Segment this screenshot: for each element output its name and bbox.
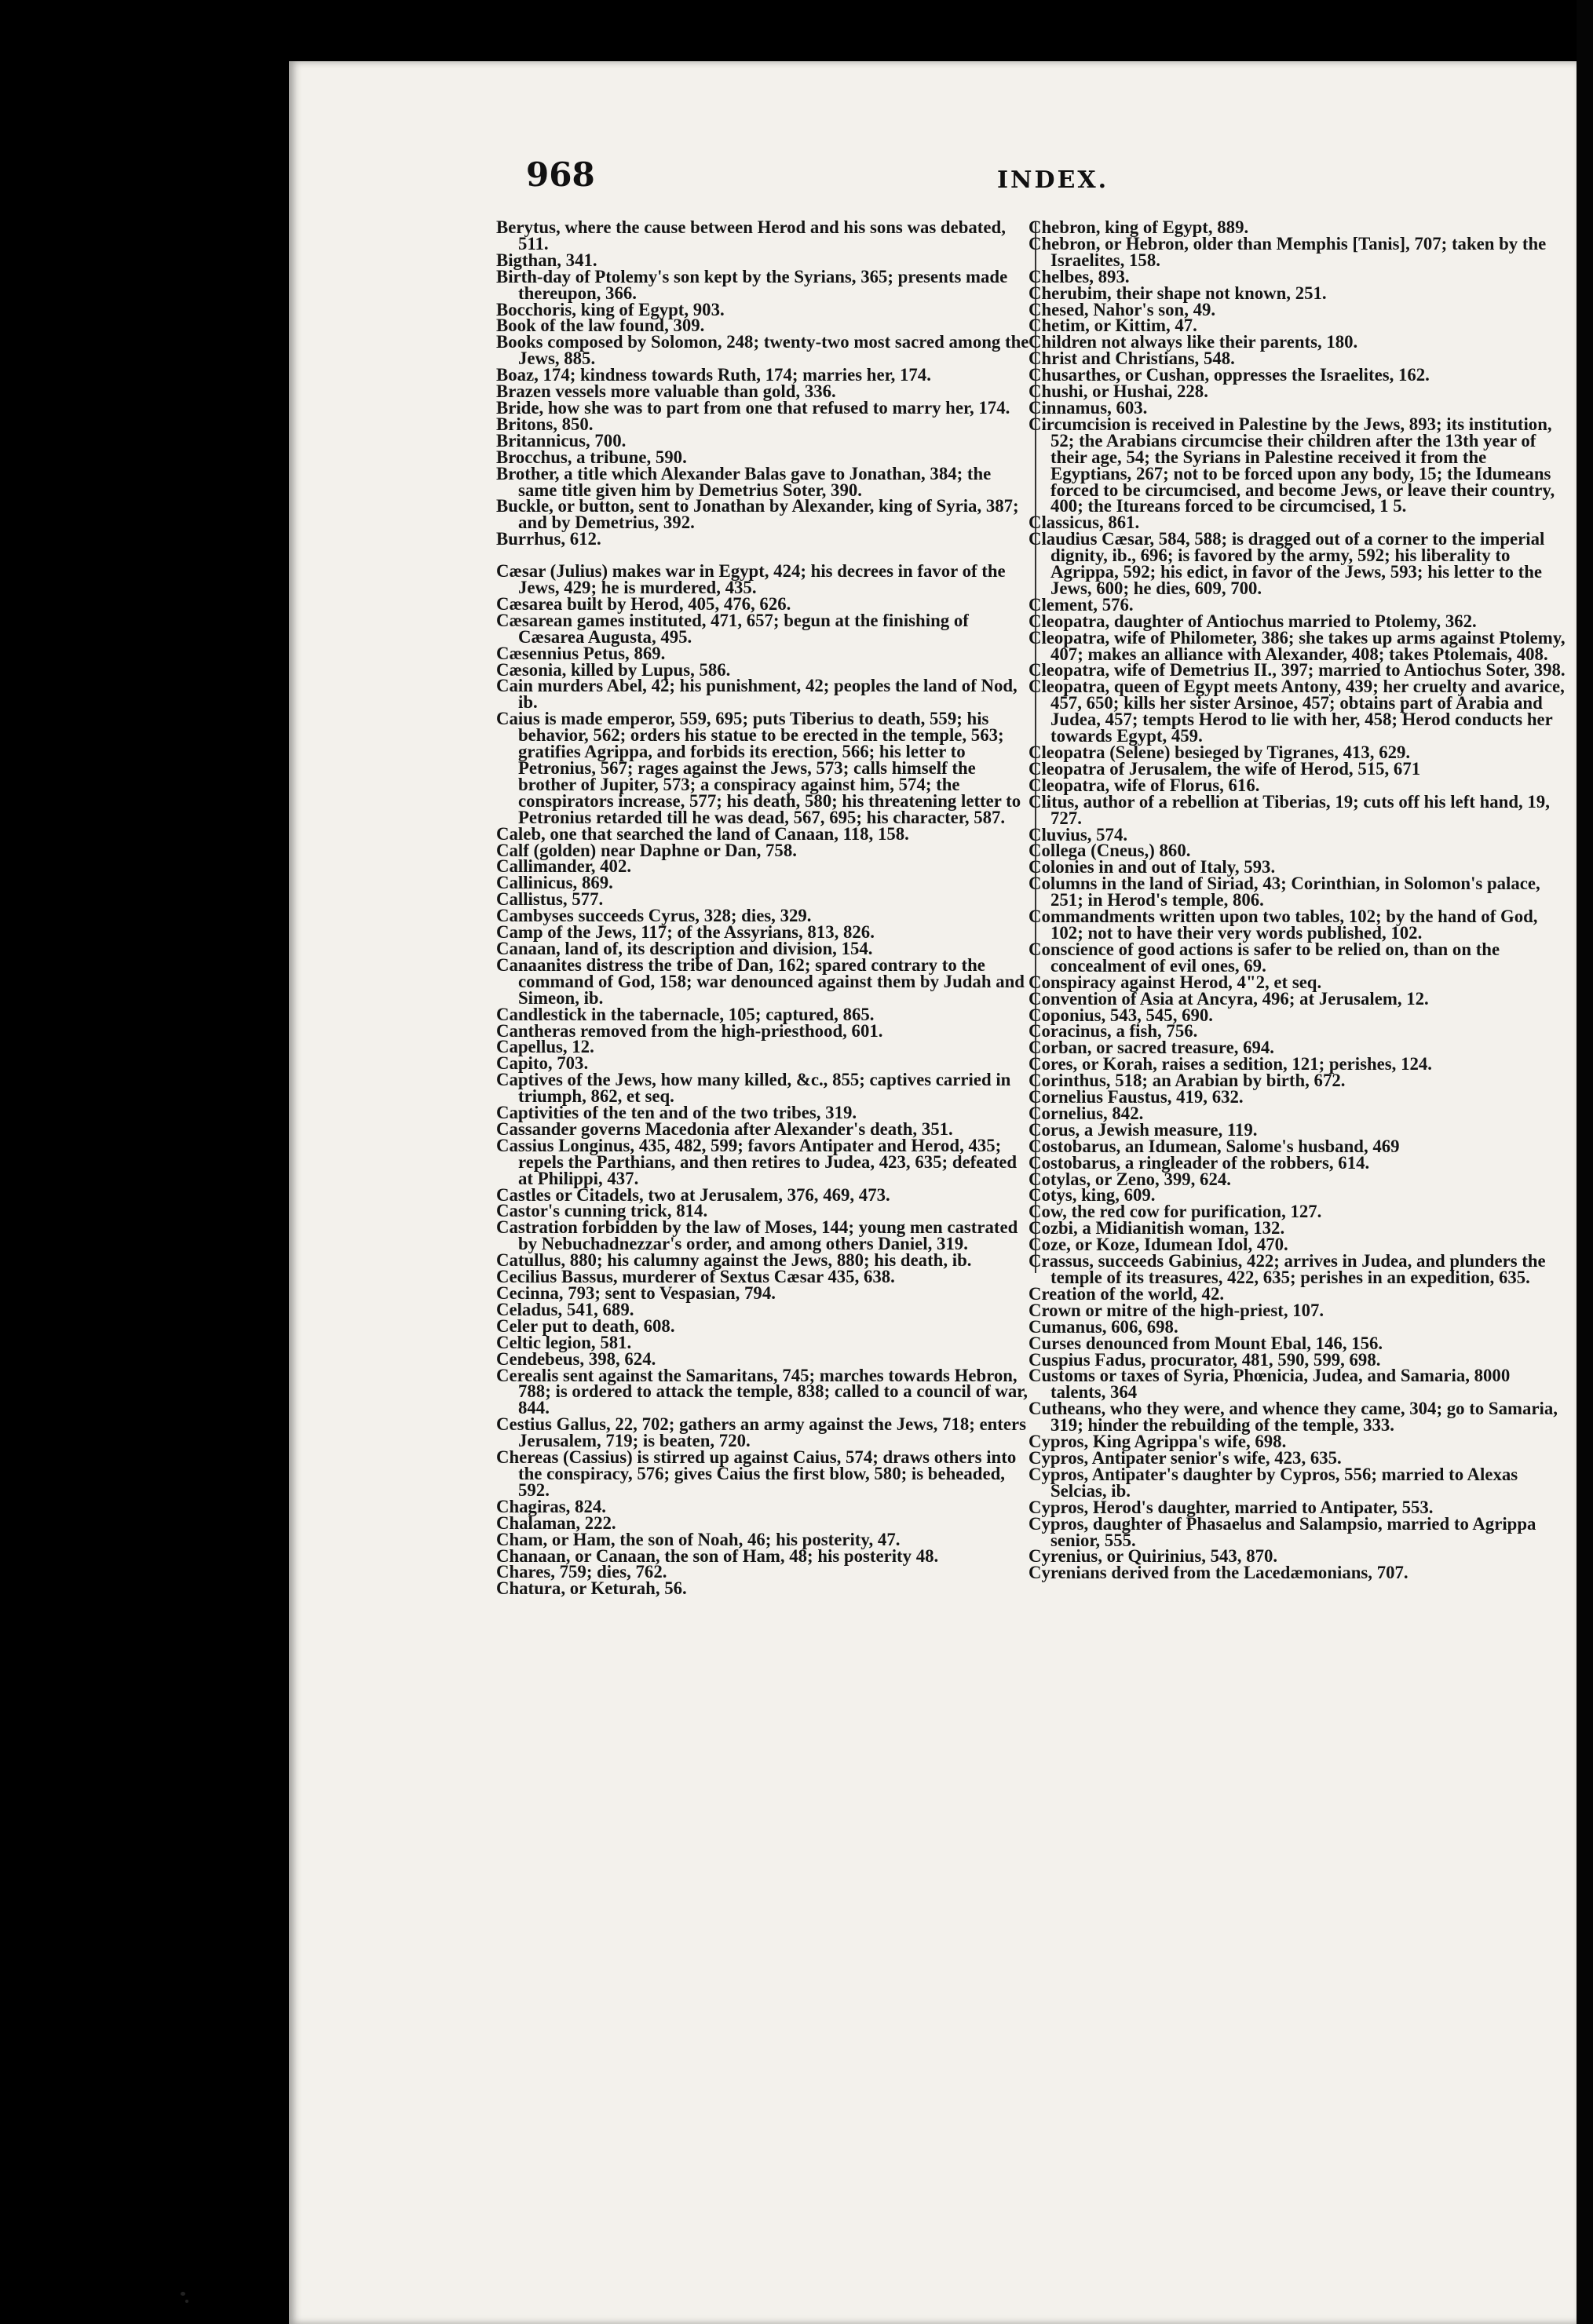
index-entry: Cinnamus, 603. (1029, 397, 1148, 418)
index-entry: Clitus, author of a rebellion at Tiberias, 19; cuts off his left hand, 19, 727. (1029, 791, 1550, 828)
index-entry: Christ and Christians, 548. (1029, 348, 1235, 369)
index-entry: Cantheras removed from the high-priesthood, 601. (496, 1020, 883, 1041)
index-entry: Cow, the red cow for purification, 127. (1029, 1202, 1322, 1222)
index-entry: Callistus, 577. (496, 889, 604, 910)
index-entry: Curses denounced from Mount Ebal, 146, 156. (1029, 1333, 1383, 1353)
index-entry: Cyrenius, or Quirinius, 543, 870. (1029, 1546, 1278, 1567)
index-entry: Candlestick in the tabernacle, 105; captured, 865. (496, 1004, 875, 1024)
index-entry: Corus, a Jewish measure, 119. (1029, 1119, 1258, 1140)
index-entry: Brazen vessels more valuable than gold, 336. (496, 381, 836, 402)
index-entry: Cumanus, 606, 698. (1029, 1316, 1178, 1337)
index-entry: Corinthus, 518; an Arabian by birth, 672. (1029, 1071, 1346, 1091)
scan-speck (185, 2300, 188, 2303)
index-entry: Caius is made emperor, 559, 695; puts Tiberius to death, 559; his behavior, 562; orders his statue to be erected in the temple, 563; gratifies Agrippa, and forbids its erection, 566; his letter to Petronius, 567; rages against the Jews, 573; calls himself the brother of Jupiter, 573; a conspiracy against him, 574; the conspirators increase, 577; his death, 580; his threatening letter to Petronius retarded till he was dead, 567, 695; his character, 587. (496, 709, 1021, 827)
index-entry: Celer put to death, 608. (496, 1315, 675, 1336)
index-entry: Cæsennius Petus, 869. (496, 643, 666, 663)
index-entry: Bocchoris, king of Egypt, 903. (496, 299, 725, 319)
index-entry: Buckle, or button, sent to Jonathan by Alexander, king of Syria, 387; and by Demetrius, 392. (496, 496, 1019, 533)
scan-border-right (1577, 0, 1593, 2324)
index-entry: Cypros, daughter of Phasaelus and Salampsio, married to Agrippa senior, 555. (1029, 1513, 1536, 1550)
index-entry: Circumcision is received in Palestine by the Jews, 893; its institution, 52; the Arabians circumcise their children after the 13th year of their age, 54; the Syrians in Palestine received it from the Egyptians, 267; not to be forced upon any body, 15; the Idumeans forced to be circumcised, and become Jews, or leave their country, 400; the Itureans forced to be circumcised, 1 5. (1029, 414, 1555, 516)
index-entry: Customs or taxes of Syria, Phœnicia, Judea, and Samaria, 8000 talents, 364 (1029, 1366, 1511, 1403)
index-entry: Chushi, or Hushai, 228. (1029, 381, 1208, 402)
index-entry: Cozbi, a Midianitish woman, 132. (1029, 1218, 1285, 1239)
index-entry: Coponius, 543, 545, 690. (1029, 1005, 1213, 1025)
index-entry: Cypros, Herod's daughter, married to Antipater, 553. (1029, 1497, 1434, 1517)
running-header: INDEX. (997, 166, 1109, 194)
index-entry: Cuspius Fadus, procurator, 481, 590, 599, 698. (1029, 1349, 1381, 1370)
index-entry: Catullus, 880; his calumny against the Jews, 880; his death, ib. (496, 1250, 972, 1271)
scan-border-left (0, 0, 292, 2324)
index-entry: Chebron, king of Egypt, 889. (1029, 217, 1249, 237)
index-entry: Cleopatra, daughter of Antiochus married to Ptolemy, 362. (1029, 611, 1477, 631)
index-entry: Cerealis sent against the Samaritans, 745; marches towards Hebron, 788; is ordered to attack the temple, 838; called to a council of war, 844. (496, 1365, 1028, 1418)
index-entry: Chalaman, 222. (496, 1512, 616, 1533)
index-entry: Chusarthes, or Cushan, oppresses the Israelites, 162. (1029, 365, 1430, 385)
index-entry: Cleopatra (Selene) besieged by Tigranes, 413, 629. (1029, 742, 1411, 762)
index-entry: Conspiracy against Herod, 4"2, et seq. (1029, 972, 1322, 992)
page-number: 968 (526, 155, 595, 194)
index-entry: Chetim, or Kittim, 47. (1029, 316, 1197, 336)
index-entry: Berytus, where the cause between Herod and his sons was debated, 511. (496, 217, 1006, 254)
index-entry: Cores, or Korah, raises a sedition, 121; perishes, 124. (1029, 1054, 1432, 1074)
index-entry: Cæsarea built by Herod, 405, 476, 626. (496, 593, 791, 614)
index-entry: Callimander, 402. (496, 856, 632, 877)
index-entry: Crassus, succeeds Gabinius, 422; arrives in Judea, and plunders the temple of its treasures, 422, 635; perishes in an expedition, 635. (1029, 1251, 1546, 1287)
index-entry: Chesed, Nahor's son, 49. (1029, 299, 1216, 319)
index-entry: Books composed by Solomon, 248; twenty-two most sacred among the Jews, 885. (496, 332, 1029, 369)
index-entry: Children not always like their parents, 180. (1029, 332, 1358, 352)
index-entry: Chelbes, 893. (1029, 266, 1130, 286)
index-entry: Cambyses succeeds Cyrus, 328; dies, 329. (496, 906, 812, 926)
index-entry: Cassius Longinus, 435, 482, 599; favors Antipater and Herod, 435; repels the Parthians, and then retires to Judea, 423, 635; defeated at Philippi, 437. (496, 1135, 1018, 1188)
index-entry: Collega (Cneus,) 860. (1029, 841, 1191, 861)
index-entry: Colonies in and out of Italy, 593. (1029, 857, 1276, 877)
index-entry: Cluvius, 574. (1029, 824, 1128, 845)
index-entry: Brother, a title which Alexander Balas gave to Jonathan, 384; the same title given him by Demetrius Soter, 390. (496, 463, 992, 500)
index-entry: Celadus, 541, 689. (496, 1299, 634, 1319)
index-entry: Chares, 759; dies, 762. (496, 1562, 667, 1582)
index-entry: Coze, or Koze, Idumean Idol, 470. (1029, 1235, 1288, 1255)
index-entry: Calf (golden) near Daphne or Dan, 758. (496, 840, 797, 860)
index-entry: Crown or mitre of the high-priest, 107. (1029, 1300, 1324, 1320)
index-entry: Camp of the Jews, 117; of the Assyrians, 813, 826. (496, 922, 875, 943)
index-entry: Cypros, Antipater's daughter by Cypros, 556; married to Alexas Selcias, ib. (1029, 1464, 1518, 1501)
index-entry: Chatura, or Keturah, 56. (496, 1578, 687, 1599)
index-entry: Cypros, Antipater senior's wife, 423, 635. (1029, 1447, 1342, 1468)
index-entry: Birth-day of Ptolemy's son kept by the Syrians, 365; presents made thereupon, 366. (496, 266, 1008, 303)
index-entry: Captives of the Jews, how many killed, &c., 855; captives carried in triumph, 862, et seq. (496, 1070, 1011, 1107)
index-entry: Britons, 850. (496, 414, 594, 434)
index-entry: Castles or Citadels, two at Jerusalem, 376, 469, 473. (496, 1184, 890, 1205)
index-entry: Bigthan, 341. (496, 250, 597, 270)
index-entry: Bride, how she was to part from one that refused to marry her, 174. (496, 397, 1010, 418)
index-entry: Cendebeus, 398, 624. (496, 1348, 656, 1369)
scan-speck (181, 2292, 185, 2296)
index-entry: Cleopatra, queen of Egypt meets Antony, 439; her cruelty and avarice, 457, 650; kills her sister Arsinoe, 457; obtains part of Arabia and Judea, 457; tempts Herod to lie with her, 458; Herod conducts her towards Egypt, 459. (1029, 677, 1565, 746)
index-entry: Coracinus, a fish, 756. (1029, 1021, 1198, 1042)
index-entry: Corban, or sacred treasure, 694. (1029, 1038, 1275, 1058)
index-entry: Cecinna, 793; sent to Vespasian, 794. (496, 1283, 776, 1303)
index-entry: Chagiras, 824. (496, 1496, 606, 1516)
index-entry: Canaanites distress the tribe of Dan, 162; spared contrary to the command of God, 158; war denounced against them by Judah and Simeon, ib. (496, 954, 1025, 1008)
index-entry: Cestius Gallus, 22, 702; gathers an army against the Jews, 718; enters Jerusalem, 719; is beaten, 720. (496, 1414, 1027, 1451)
index-entry: Costobarus, an Idumean, Salome's husband, 469 (1029, 1136, 1400, 1156)
index-entry: Capellus, 12. (496, 1037, 594, 1057)
index-column-right (1029, 217, 1567, 1583)
index-entry: Burrhus, 612. (496, 529, 601, 549)
index-entry: Cotylas, or Zeno, 399, 624. (1029, 1169, 1231, 1189)
index-entry: Canaan, land of, its description and division, 154. (496, 938, 873, 958)
index-entry: Cleopatra, wife of Florus, 616. (1029, 775, 1260, 795)
index-entry: Cæsonia, killed by Lupus, 586. (496, 659, 731, 680)
index-entry: Creation of the world, 42. (1029, 1283, 1225, 1304)
index-entry: Celtic legion, 581. (496, 1332, 632, 1352)
index-entry: Castor's cunning trick, 814. (496, 1201, 708, 1221)
index-entry: Cain murders Abel, 42; his punishment, 42; peoples the land of Nod, ib. (496, 676, 1018, 713)
index-entry: Chanaan, or Canaan, the son of Ham, 48; his posterity 48. (496, 1545, 939, 1566)
index-entry: Costobarus, a ringleader of the robbers, 614. (1029, 1152, 1370, 1173)
index-entry: Cleopatra of Jerusalem, the wife of Herod, 515, 671 (1029, 758, 1421, 779)
index-entry: Book of the law found, 309. (496, 316, 705, 336)
index-entry: Chebron, or Hebron, older than Memphis [Tanis], 707; taken by the Israelites, 158. (1029, 233, 1547, 270)
index-entry: Cecilius Bassus, murderer of Sextus Cæsar 435, 638. (496, 1267, 895, 1287)
index-entry: Cypros, King Agrippa's wife, 698. (1029, 1432, 1287, 1452)
index-entry: Cassander governs Macedonia after Alexander's death, 351. (496, 1118, 953, 1139)
index-entry: Claudius Cæsar, 584, 588; is dragged out of a corner to the imperial dignity, ib., 696; is favored by the army, 592; his liberality to Agrippa, 592; his edict, in favor of the Jews, 593; his letter to the Jews, 600; he dies, 609, 700. (1029, 529, 1545, 598)
index-entry: Convention of Asia at Ancyra, 496; at Jerusalem, 12. (1029, 988, 1429, 1009)
index-entry: Cornelius Faustus, 419, 632. (1029, 1087, 1244, 1107)
index-entry: Cotys, king, 609. (1029, 1185, 1156, 1206)
index-entry: Chereas (Cassius) is stirred up against Caius, 574; draws others into the conspiracy, 576; gives Caius the first blow, 580; is beheaded, 592. (496, 1447, 1017, 1500)
index-entry: Cherubim, their shape not known, 251. (1029, 283, 1327, 303)
index-entry: Callinicus, 869. (496, 873, 613, 893)
index-entry: Caleb, one that searched the land of Canaan, 118, 158. (496, 823, 909, 844)
index-entry: Commandments written upon two tables, 102; by the hand of God, 102; not to have their very words published, 102. (1029, 907, 1538, 943)
index-entry: Cæsarean games instituted, 471, 657; begun at the finishing of Cæsarea Augusta, 495. (496, 610, 969, 647)
index-entry: Conscience of good actions is safer to be relied on, than on the concealment of evil ones, 69. (1029, 939, 1500, 976)
index-entry: Columns in the land of Siriad, 43; Corinthian, in Solomon's palace, 251; in Herod's temple, 806. (1029, 874, 1540, 910)
index-entry: Castration forbidden by the law of Moses, 144; young men castrated by Nebuchadnezzar's order, and among others Daniel, 319. (496, 1217, 1018, 1254)
index-entry: Cornelius, 842. (1029, 1103, 1144, 1123)
index-entry: Cleopatra, wife of Demetrius II., 397; married to Antiochus Soter, 398. (1029, 660, 1566, 680)
index-entry: Classicus, 861. (1029, 513, 1140, 533)
index-entry: Cutheans, who they were, and whence they came, 304; go to Samaria, 319; hinder the rebuilding of the temple, 333. (1029, 1399, 1558, 1436)
index-entry: Brocchus, a tribune, 590. (496, 447, 687, 467)
index-entry: Britannicus, 700. (496, 430, 627, 451)
index-entry: Captivities of the ten and of the two tribes, 319. (496, 1103, 857, 1123)
index-entry: Capito, 703. (496, 1053, 589, 1074)
index-entry: Cham, or Ham, the son of Noah, 46; his posterity, 47. (496, 1529, 901, 1549)
index-entry: Cæsar (Julius) makes war in Egypt, 424; his decrees in favor of the Jews, 429; he is murdered, 435. (496, 561, 1006, 598)
index-entry: Cyrenians derived from the Lacedæmonians, 707. (1029, 1563, 1408, 1583)
index-column-left (496, 217, 1033, 1599)
index-entry: Clement, 576. (1029, 594, 1134, 615)
index-entry: Cleopatra, wife of Philometer, 386; she takes up arms against Ptolemy, 407; makes an alliance with Alexander, 408; takes Ptolemais, 408. (1029, 627, 1566, 664)
index-entry: Boaz, 174; kindness towards Ruth, 174; marries her, 174. (496, 365, 931, 385)
